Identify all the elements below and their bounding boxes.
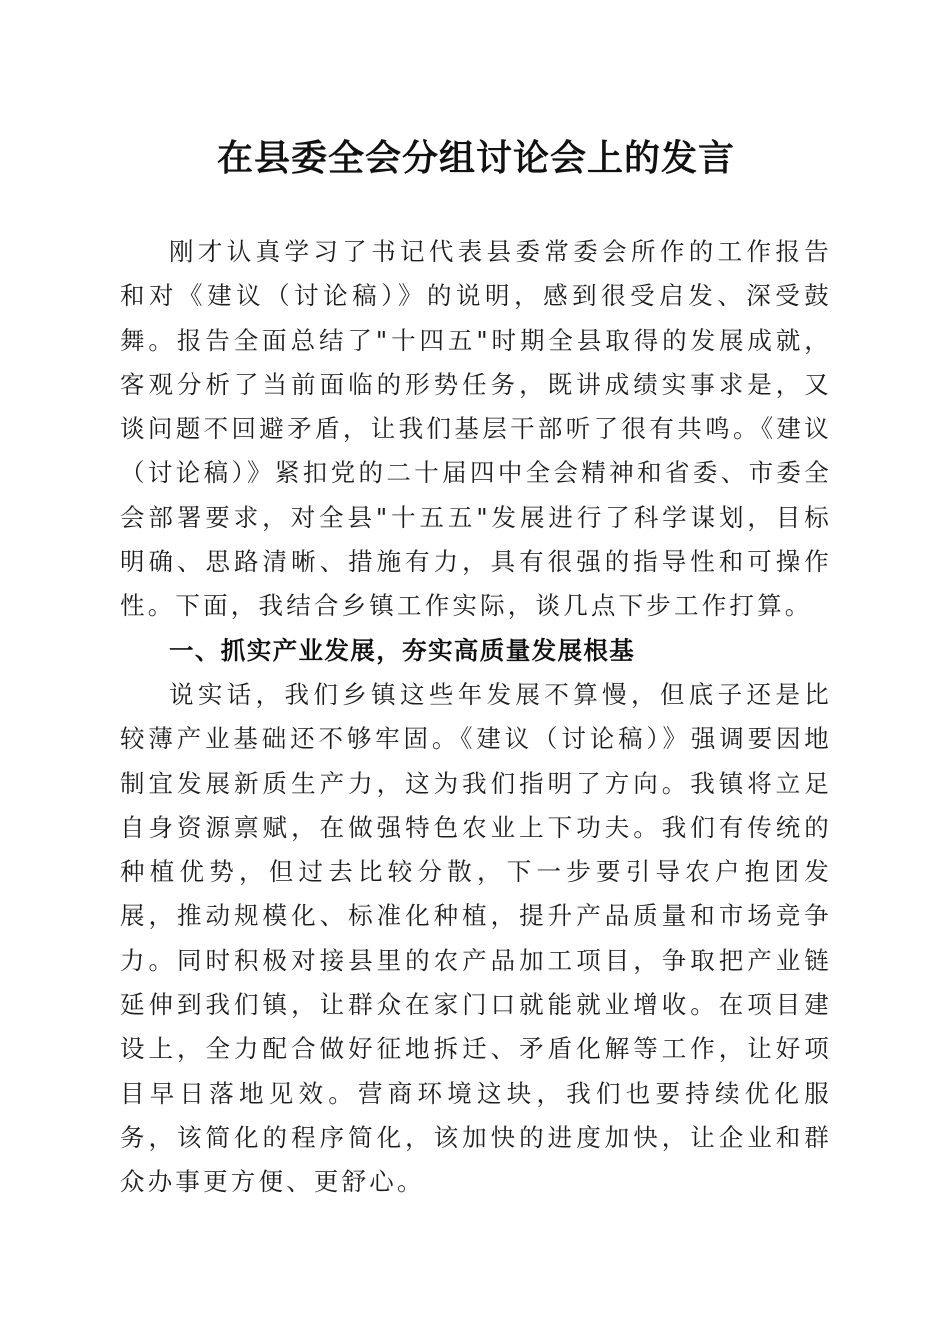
document-title: 在县委全会分组讨论会上的发言 [216, 137, 735, 179]
section-1-heading: 一、抓实产业发展，夯实高质量发展根基 [169, 635, 636, 665]
intro-paragraph: 刚才认真学习了书记代表县委常委会所作的工作报告和对《建议（讨论稿）》的说明，感到很受启发、深受鼓舞。报告全面总结了"十四五"时期全县取得的发展成就，客观分析了当前面临的形势任务，既讲成绩实事求是，又谈问题不回避矛盾，让我们基层干部听了很有共鸣。《建议（讨论稿）》紧扣党的二十届四中全会精神和省委、市委全会部署要求，对全县"十五五"发展进行了科学谋划，目标明确、思路清晰、措施有力，具有很强的指导性和可操作性。下面，我结合乡镇工作实际，谈几点下步工作打算。 [120, 237, 832, 621]
section-1-paragraph: 说实话，我们乡镇这些年发展不算慢，但底子还是比较薄产业基础还不够牢固。《建议（讨论稿）》强调要因地制宜发展新质生产力，这为我们指明了方向。我镇将立足自身资源禀赋，在做强特色农业上下功夫。我们有传统的种植优势，但过去比较分散，下一步要引导农户抱团发展，推动规模化、标准化种植，提升产品质量和市场竞争力。同时积极对接县里的农产品加工项目，争取把产业链延伸到我们镇，让群众在家门口就能就业增收。在项目建设上，全力配合做好征地拆迁、矛盾化解等工作，让好项目早日落地见效。营商环境这块，我们也要持续优化服务，该简化的程序简化，该加快的进度加快，让企业和群众办事更方便、更舒心。 [120, 679, 832, 1197]
